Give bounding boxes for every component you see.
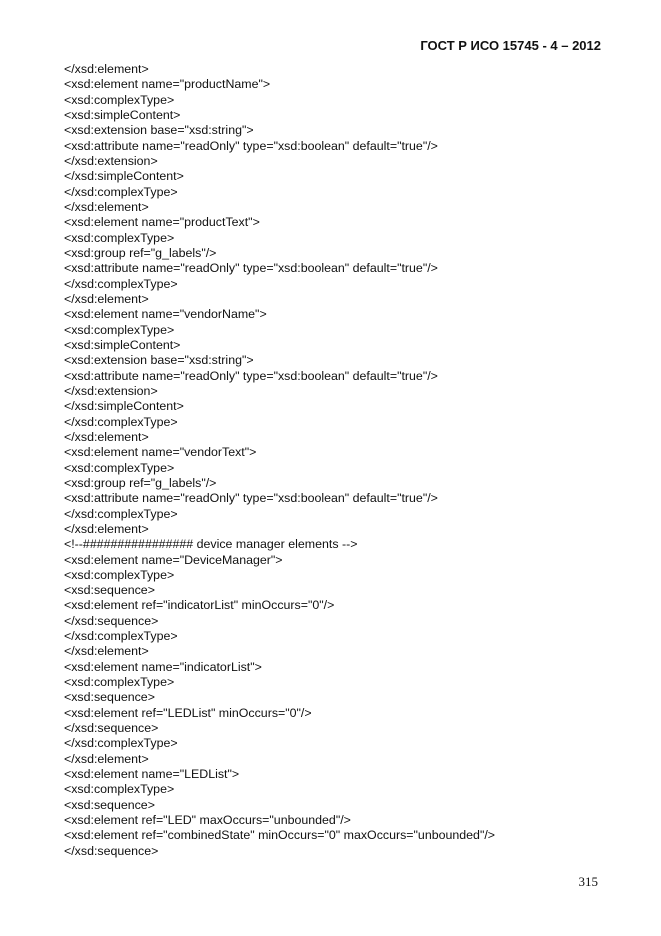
code-line: <xsd:complexType>: [64, 230, 175, 245]
code-line: <xsd:sequence>: [64, 797, 155, 812]
code-line: </xsd:element>: [64, 751, 149, 766]
code-line: <xsd:extension base="xsd:string">: [64, 353, 254, 368]
code-line: </xsd:element>: [64, 199, 149, 214]
code-line: <xsd:element ref="LED" maxOccurs="unbounded"/>: [64, 813, 351, 828]
code-line: <xsd:simpleContent>: [64, 107, 181, 122]
code-line: </xsd:sequence>: [64, 613, 159, 628]
code-line: <xsd:complexType>: [64, 92, 175, 107]
code-line: </xsd:complexType>: [64, 276, 178, 291]
code-line: <xsd:simpleContent>: [64, 337, 181, 352]
code-line: <xsd:attribute name="readOnly" type="xsd:boolean" default="true"/>: [64, 261, 438, 276]
code-line: <xsd:extension base="xsd:string">: [64, 123, 254, 138]
code-line: <xsd:sequence>: [64, 583, 155, 598]
code-line: </xsd:simpleContent>: [64, 399, 184, 414]
code-line: </xsd:element>: [64, 644, 149, 659]
code-line: </xsd:extension>: [64, 153, 158, 168]
code-line: <xsd:element name="vendorText">: [64, 445, 257, 460]
code-line: </xsd:element>: [64, 429, 149, 444]
code-line: </xsd:complexType>: [64, 506, 178, 521]
document-header: ГОСТ Р ИСО 15745 - 4 – 2012: [420, 38, 601, 53]
code-line: <xsd:element name="productName">: [64, 77, 271, 92]
code-line: </xsd:complexType>: [64, 414, 178, 429]
code-line: </xsd:complexType>: [64, 629, 178, 644]
code-line: </xsd:element>: [64, 62, 149, 76]
code-line: <xsd:complexType>: [64, 322, 175, 337]
xsd-code-listing: [64, 62, 495, 859]
code-line: </xsd:simpleContent>: [64, 169, 184, 184]
code-line: <xsd:attribute name="readOnly" type="xsd:boolean" default="true"/>: [64, 138, 438, 153]
code-line: </xsd:element>: [64, 521, 149, 536]
code-line: </xsd:complexType>: [64, 736, 178, 751]
code-line: </xsd:extension>: [64, 383, 158, 398]
code-line: </xsd:sequence>: [64, 721, 159, 736]
code-line: <xsd:element name="indicatorList">: [64, 659, 262, 674]
code-line: <xsd:complexType>: [64, 782, 175, 797]
code-line: </xsd:sequence>: [64, 843, 159, 858]
code-line: <xsd:group ref="g_labels"/>: [64, 475, 217, 490]
code-line: <xsd:element ref="indicatorList" minOccurs="0"/>: [64, 598, 335, 613]
code-line: <!--################ device manager elements -->: [64, 537, 358, 552]
code-line: <xsd:attribute name="readOnly" type="xsd:boolean" default="true"/>: [64, 368, 438, 383]
code-line: </xsd:complexType>: [64, 184, 178, 199]
page-number: 315: [578, 874, 598, 889]
code-line: <xsd:element name="LEDList">: [64, 767, 240, 782]
code-line: <xsd:element name="productText">: [64, 215, 260, 230]
code-line: <xsd:complexType>: [64, 567, 175, 582]
code-line: <xsd:element name="vendorName">: [64, 307, 267, 322]
code-line: <xsd:group ref="g_labels"/>: [64, 245, 217, 260]
code-line: <xsd:complexType>: [64, 460, 175, 475]
code-line: <xsd:complexType>: [64, 675, 175, 690]
code-line: </xsd:element>: [64, 291, 149, 306]
code-line: <xsd:element ref="combinedState" minOccurs="0" maxOccurs="unbounded"/>: [64, 828, 496, 843]
code-line: <xsd:element name="DeviceManager">: [64, 552, 283, 567]
code-line: <xsd:sequence>: [64, 690, 155, 705]
code-line: <xsd:element ref="LEDList" minOccurs="0"/>: [64, 705, 312, 720]
code-line: <xsd:attribute name="readOnly" type="xsd:boolean" default="true"/>: [64, 491, 438, 506]
